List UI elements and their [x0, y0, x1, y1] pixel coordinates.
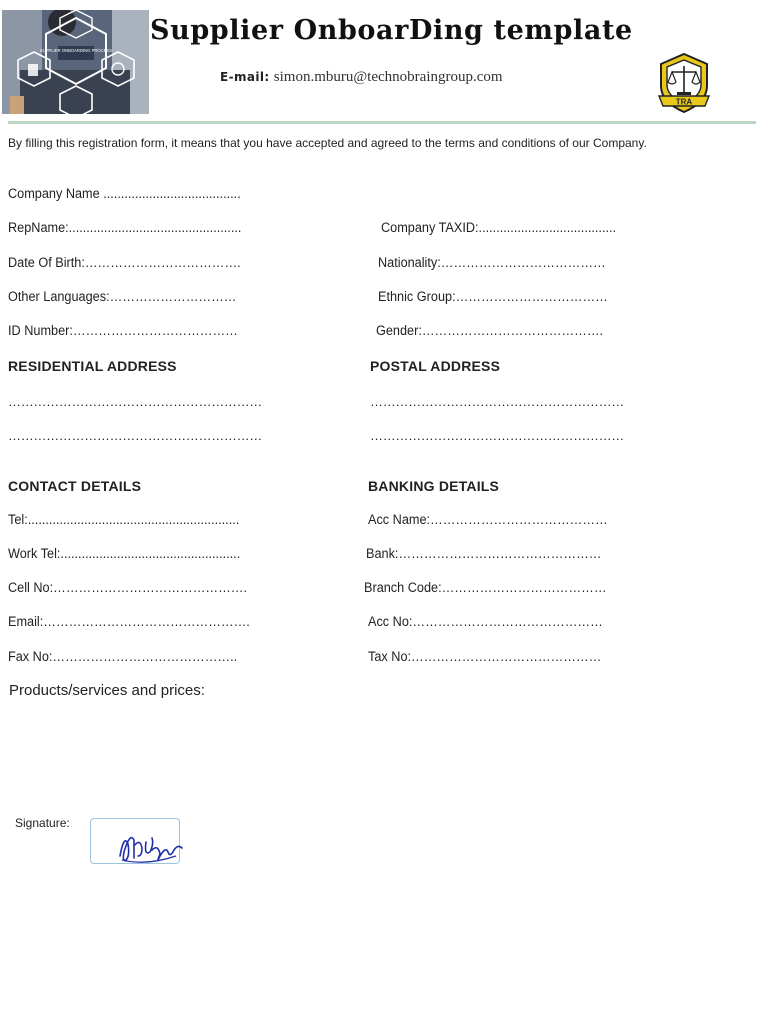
email-address: simon.mburu@technobraingroup.com [273, 69, 503, 85]
ethnic-group-field[interactable]: Ethnic Group:……………………………… [378, 289, 608, 304]
email-label: E-mail: [220, 70, 270, 84]
photo-badge-text: SUPPLIER ONBOARDING PROCESS [39, 48, 113, 53]
tax-no-field[interactable]: Tax No:……………………………………… [368, 649, 602, 664]
document-title: Supplier OnboarDing template [150, 15, 633, 46]
postal-address-heading: POSTAL ADDRESS [370, 358, 501, 374]
onboarding-illustration [2, 10, 149, 114]
nationality-field[interactable]: Nationality:………………………………… [378, 255, 606, 270]
handwritten-signature [116, 826, 188, 873]
cell-no-field[interactable]: Cell No:………………………………………. [8, 580, 248, 595]
gender-field[interactable]: Gender:……………………………………. [376, 323, 604, 338]
postal-address-line-2[interactable]: …………………………………………………… [370, 428, 625, 443]
residential-address-heading: RESIDENTIAL ADDRESS [8, 358, 177, 374]
tra-logo [655, 52, 713, 114]
fax-no-field[interactable]: Fax No:…………………………………….. [8, 649, 238, 664]
terms-statement: By filling this registration form, it means that you have accepted and agreed to the terms and conditions of our Company. [8, 136, 647, 150]
email-line [220, 68, 503, 86]
company-taxid-field[interactable]: Company TAXID:....................................... [381, 220, 617, 235]
residential-address-line-2[interactable]: …………………………………………………… [8, 428, 263, 443]
acc-name-field[interactable]: Acc Name:…………………………………… [368, 512, 608, 527]
products-services-label: Products/services and prices: [9, 682, 205, 699]
email-field[interactable]: Email:…………………………………………. [8, 614, 250, 629]
header-divider [8, 121, 756, 124]
residential-address-line-1[interactable]: …………………………………………………… [8, 394, 263, 409]
rep-name-field[interactable]: RepName:................................................. [8, 220, 242, 235]
products-services-area[interactable] [9, 702, 749, 792]
tra-logo-text: TRA [675, 97, 693, 107]
postal-address-line-1[interactable]: …………………………………………………… [370, 394, 625, 409]
branch-code-field[interactable]: Branch Code:………………………………… [364, 580, 607, 595]
other-languages-field[interactable]: Other Languages:………………………… [8, 289, 237, 304]
header-photo [2, 10, 149, 114]
work-tel-field[interactable]: Work Tel:................................................... [8, 546, 241, 561]
contact-details-heading: CONTACT DETAILS [8, 478, 142, 494]
acc-no-field[interactable]: Acc No:……………………………………… [368, 614, 603, 629]
id-number-field[interactable]: ID Number:………………………………… [8, 323, 238, 338]
date-of-birth-field[interactable]: Date Of Birth:………………………………. [8, 255, 241, 270]
bank-field[interactable]: Bank:………………………………………… [366, 546, 602, 561]
tel-field[interactable]: Tel:............................................................ [8, 512, 240, 527]
banking-details-heading: BANKING DETAILS [368, 478, 500, 494]
signature-label: Signature: [15, 816, 70, 830]
company-name-field[interactable]: Company Name ....................................... [8, 186, 241, 201]
